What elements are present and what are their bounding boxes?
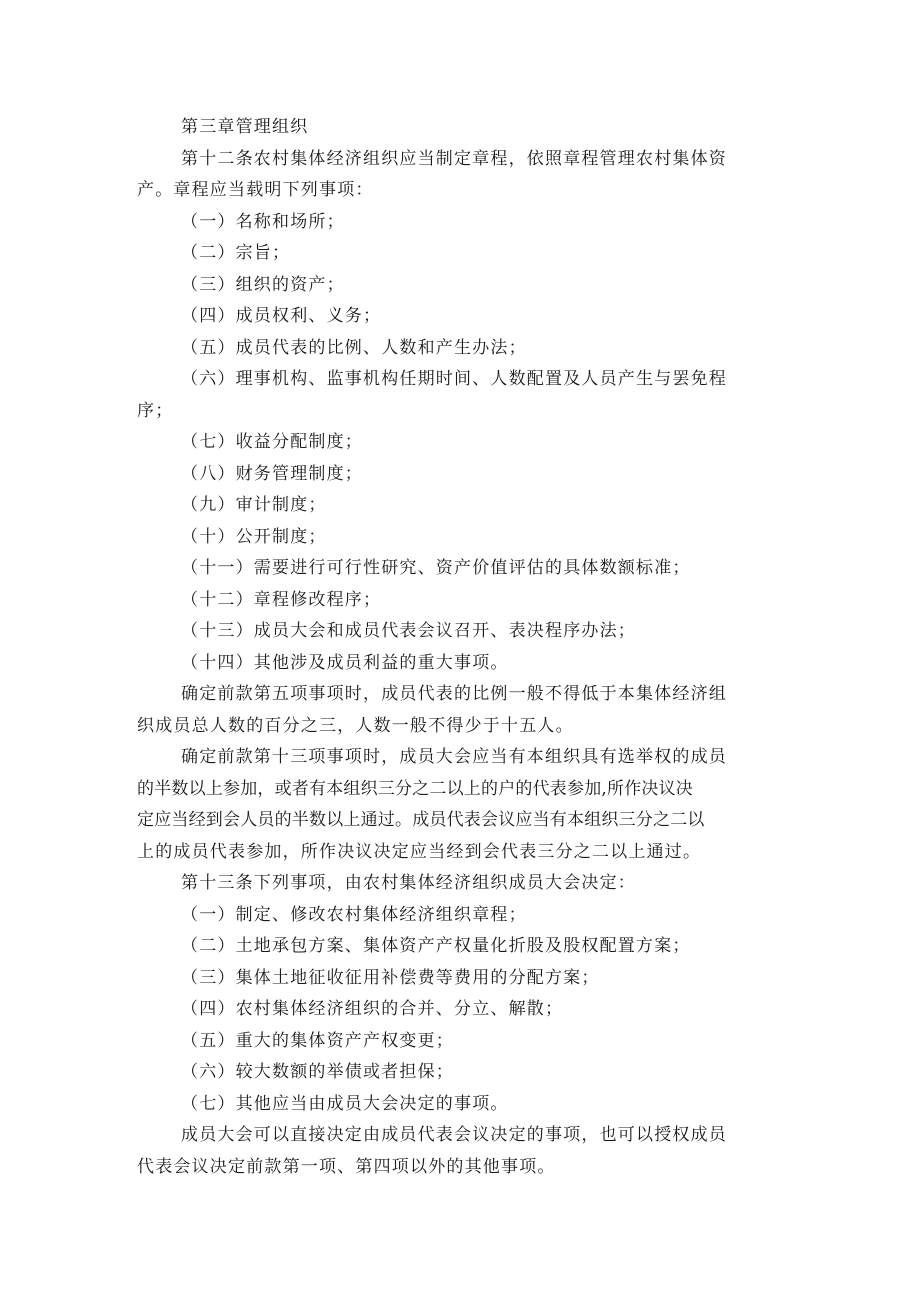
list-item: （三）集体土地征收征用补偿费等费用的分配方案； (181, 967, 600, 988)
chapter-title: 第三章管理组织 (181, 117, 309, 137)
article-12-line-1: 第十二条农村集体经济组织应当制定章程，依照章程管理农村集体资 (181, 148, 727, 169)
list-item: （四）成员权利、义务； (181, 306, 382, 326)
paragraph-line: 代表会议决定前款第一项、第四项以外的其他事项。 (137, 1156, 556, 1177)
list-item: （十四）其他涉及成员利益的重大事项。 (181, 652, 509, 673)
paragraph-line: 定应当经到会人员的半数以上通过。成员代表会议应当有本组织三分之二以 (137, 810, 705, 830)
list-item: （三）组织的资产； (181, 274, 345, 295)
list-item: （五）成员代表的比例、人数和产生办法； (181, 337, 527, 358)
paragraph-line: 织成员总人数的百分之三，人数一般不得少于十五人。 (137, 715, 574, 736)
article-12-line-2: 产。章程应当载明下列事项： (137, 180, 374, 200)
list-item: （七）其他应当由成员大会决定的事项。 (181, 1093, 509, 1114)
list-item: （七）收益分配制度； (181, 432, 363, 452)
list-item: （十三）成员大会和成员代表会议召开、表决程序办法； (181, 621, 636, 641)
list-item: （八）财务管理制度； (181, 463, 363, 484)
list-item: （十二）章程修改程序； (181, 589, 382, 610)
paragraph-line: 确定前款第五项事项时，成员代表的比例一般不得低于本集体经济组 (181, 684, 727, 704)
list-item: （四）农村集体经济组织的合并、分立、解散； (181, 999, 564, 1019)
list-item: （六）较大数额的举债或者担保； (181, 1062, 454, 1082)
list-item: （十一）需要进行可行性研究、资产价值评估的具体数额标准； (181, 558, 691, 578)
list-item: （一）制定、修改农村集体经济组织章程； (181, 904, 527, 925)
list-item-continuation: 序； (137, 400, 174, 421)
list-item: （十）公开制度； (181, 526, 327, 547)
list-item: （五）重大的集体资产产权变更； (181, 1030, 454, 1051)
paragraph-line: 成员大会可以直接决定由成员代表会议决定的事项，也可以授权成员 (181, 1125, 727, 1145)
paragraph-line: 确定前款第十三项事项时，成员大会应当有本组织具有选举权的成员 (181, 747, 727, 767)
list-item: （二）土地承包方案、集体资产产权量化折股及股权配置方案； (181, 936, 691, 956)
paragraph-line: 的半数以上参加，或者有本组织三分之二以上的户的代表参加,所作决议决 (137, 778, 694, 799)
list-item: （六）理事机构、监事机构任期时间、人数配置及人员产生与罢免程 (181, 369, 727, 389)
article-13-line-1: 第十三条下列事项，由农村集体经济组织成员大会决定： (181, 873, 636, 893)
list-item: （九）审计制度； (181, 495, 327, 515)
list-item: （一）名称和场所； (181, 211, 345, 232)
paragraph-line: 上的成员代表参加，所作决议决定应当经到会代表三分之二以上通过。 (137, 841, 702, 862)
document-page (137, 112, 787, 1183)
list-item: （二）宗旨； (181, 243, 291, 263)
